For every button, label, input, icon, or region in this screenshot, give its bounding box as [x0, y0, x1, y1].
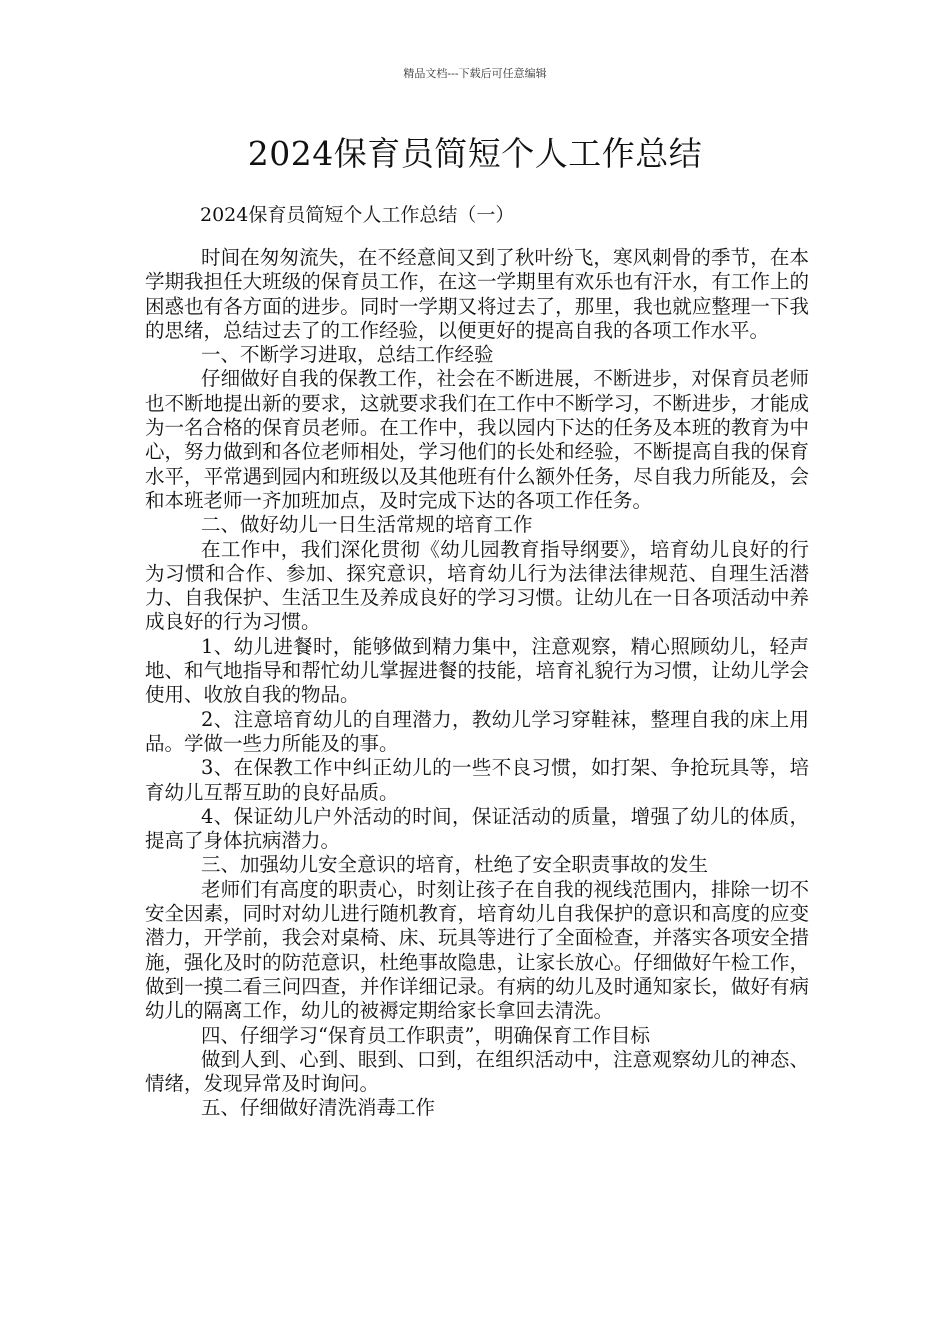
document-body	[145, 246, 809, 1121]
section-heading-5: 五、仔细做好清洗消毒工作	[201, 1096, 436, 1120]
header-note: 精品文档---下载后可任意编辑	[403, 67, 547, 80]
document-subtitle: 2024保育员简短个人工作总结（一）	[200, 204, 515, 226]
section-heading-2: 二、做好幼儿一日生活常规的培育工作	[201, 513, 533, 537]
section-heading-3: 三、加强幼儿安全意识的培育，杜绝了安全职责事故的发生	[201, 853, 709, 877]
paragraph-intro: 时间在匆匆流失，在不经意间又到了秋叶纷飞，寒风刺骨的季节，在本学期我担任大班级的保育员工作，在这一学期里有欢乐也有汗水，有工作上的困惑也有各方面的进步。同时一学期又将过去了，那里，我也就应整理一下我的思绪，总结过去了的工作经验，以便更好的提高自我的各项工作水平。	[145, 246, 809, 342]
section-heading-4: 四、仔细学习“保育员工作职责”，明确保育工作目标	[201, 1023, 650, 1047]
list-item: 4、保证幼儿户外活动的时间，保证活动的质量，增强了幼儿的体质，提高了身体抗病潜力。	[145, 804, 809, 853]
paragraph: 老师们有高度的职责心，时刻让孩子在自我的视线范围内，排除一切不安全因素，同时对幼儿进行随机教育，培育幼儿自我保护的意识和高度的应变潜力，开学前，我会对桌椅、床、玩具等进行了全面检查，并落实各项安全措施，强化及时的防范意识，杜绝事故隐患，让家长放心。仔细做好午检工作，做到一摸二看三问四查，并作详细记录。有病的幼儿及时通知家长，做好有病幼儿的隔离工作，幼儿的被褥定期给家长拿回去清洗。	[145, 877, 809, 1023]
paragraph: 仔细做好自我的保教工作，社会在不断进展，不断进步，对保育员老师也不断地提出新的要求，这就要求我们在工作中不断学习，不断进步，才能成为一名合格的保育员老师。在工作中，我以园内下达的任务及本班的教育为中心，努力做到和各位老师相处，学习他们的长处和经验，不断提高自我的保育水平，平常遇到园内和班级以及其他班有什么额外任务，尽自我力所能及，会和本班老师一齐加班加点，及时完成下达的各项工作任务。	[145, 367, 809, 512]
paragraph: 做到人到、心到、眼到、口到，在组织活动中，注意观察幼儿的神态、情绪，发现异常及时询问。	[145, 1047, 809, 1096]
list-item: 2、注意培育幼儿的自理潜力，教幼儿学习穿鞋袜，整理自我的床上用品。学做一些力所能及的事。	[145, 707, 809, 755]
section-heading-1: 一、不断学习进取，总结工作经验	[201, 343, 494, 367]
list-item: 1、幼儿进餐时，能够做到精力集中，注意观察，精心照顾幼儿，轻声地、和气地指导和帮忙幼儿掌握进餐的技能，培育礼貌行为习惯，让幼儿学会使用、收放自我的物品。	[145, 634, 809, 707]
list-item: 3、在保教工作中纠正幼儿的一些不良习惯，如打架、争抢玩具等，培育幼儿互帮互助的良好品质。	[145, 756, 809, 804]
paragraph: 在工作中，我们深化贯彻《幼儿园教育指导纲要》，培育幼儿良好的行为习惯和合作、参加、探究意识，培育幼儿行为法律法律规范、自理生活潜力、自我保护、生活卫生及养成良好的学习习惯。让幼儿在一日各项活动中养成良好的行为习惯。	[145, 537, 809, 634]
document-title: 2024保育员简短个人工作总结	[247, 134, 703, 173]
